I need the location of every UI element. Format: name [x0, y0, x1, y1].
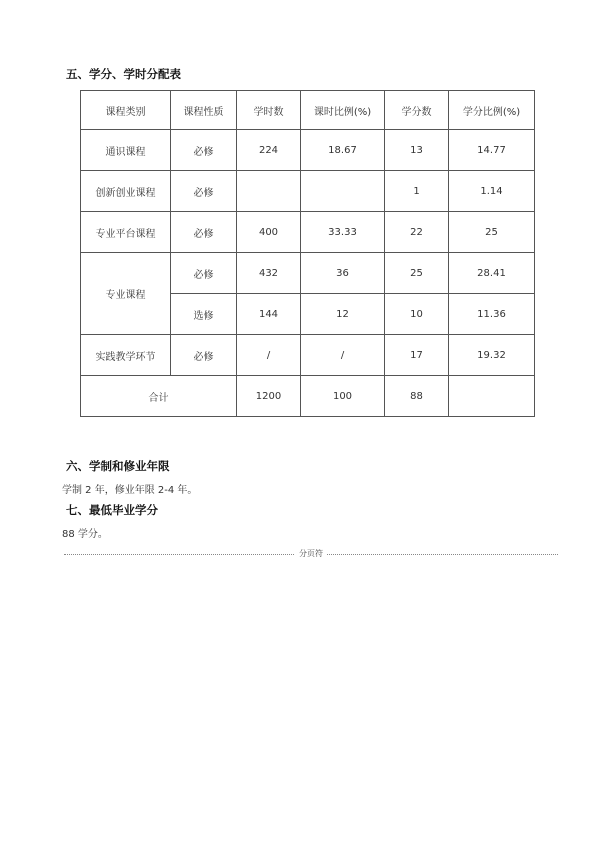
section-heading-duration: 六、学制和修业年限 [66, 459, 170, 473]
header-course-nature: 课程性质 [171, 91, 237, 130]
cell-credits-ratio: 14.77 [449, 130, 535, 171]
cell-credits-ratio: 25 [449, 212, 535, 253]
cell-nature: 必修 [171, 253, 237, 294]
section-heading-min-credits: 七、最低毕业学分 [66, 503, 158, 517]
header-hours-ratio: 课时比例(%) [301, 91, 385, 130]
cell-hours: 224 [237, 130, 301, 171]
cell-total-credits-ratio [449, 376, 535, 417]
section-heading-credit-allocation: 五、学分、学时分配表 [66, 67, 181, 81]
cell-hours: / [237, 335, 301, 376]
table-row [81, 171, 535, 212]
cell-hours: 144 [237, 294, 301, 335]
cell-hours: 432 [237, 253, 301, 294]
cell-total-hours-ratio: 100 [301, 376, 385, 417]
cell-nature: 必修 [171, 130, 237, 171]
cell-nature: 必修 [171, 171, 237, 212]
cell-credits-ratio: 1.14 [449, 171, 535, 212]
cell-category: 通识课程 [81, 130, 171, 171]
cell-hours-ratio: 33.33 [301, 212, 385, 253]
cell-hours-ratio: / [301, 335, 385, 376]
header-credits-ratio: 学分比例(%) [449, 91, 535, 130]
page-break-label: 分页符 [295, 548, 327, 559]
header-credits: 学分数 [385, 91, 449, 130]
table-row [81, 253, 535, 294]
cell-credits: 25 [385, 253, 449, 294]
cell-total-hours: 1200 [237, 376, 301, 417]
cell-hours-ratio [301, 171, 385, 212]
duration-text: 学制 2 年，修业年限 2-4 年。 [62, 485, 198, 496]
cell-total-credits: 88 [385, 376, 449, 417]
cell-nature: 必修 [171, 335, 237, 376]
cell-hours-ratio: 18.67 [301, 130, 385, 171]
cell-credits: 10 [385, 294, 449, 335]
cell-category: 创新创业课程 [81, 171, 171, 212]
table-row [81, 130, 535, 171]
cell-hours [237, 171, 301, 212]
page-break [64, 551, 558, 563]
cell-nature: 必修 [171, 212, 237, 253]
cell-credits-ratio: 11.36 [449, 294, 535, 335]
table-row [81, 212, 535, 253]
cell-credits: 17 [385, 335, 449, 376]
cell-hours: 400 [237, 212, 301, 253]
table-total-row [81, 376, 535, 417]
cell-category: 实践教学环节 [81, 335, 171, 376]
cell-category: 专业平台课程 [81, 212, 171, 253]
cell-total-label: 合计 [81, 376, 237, 417]
table-header-row [81, 91, 535, 130]
cell-credits: 13 [385, 130, 449, 171]
min-credits-text: 88 学分。 [62, 529, 108, 540]
table-row [81, 335, 535, 376]
cell-credits-ratio: 28.41 [449, 253, 535, 294]
cell-credits-ratio: 19.32 [449, 335, 535, 376]
cell-hours-ratio: 36 [301, 253, 385, 294]
cell-nature: 选修 [171, 294, 237, 335]
cell-credits: 22 [385, 212, 449, 253]
cell-credits: 1 [385, 171, 449, 212]
cell-category: 专业课程 [81, 253, 171, 335]
header-course-category: 课程类别 [81, 91, 171, 130]
cell-hours-ratio: 12 [301, 294, 385, 335]
header-hours: 学时数 [237, 91, 301, 130]
credit-hours-table [80, 90, 535, 417]
